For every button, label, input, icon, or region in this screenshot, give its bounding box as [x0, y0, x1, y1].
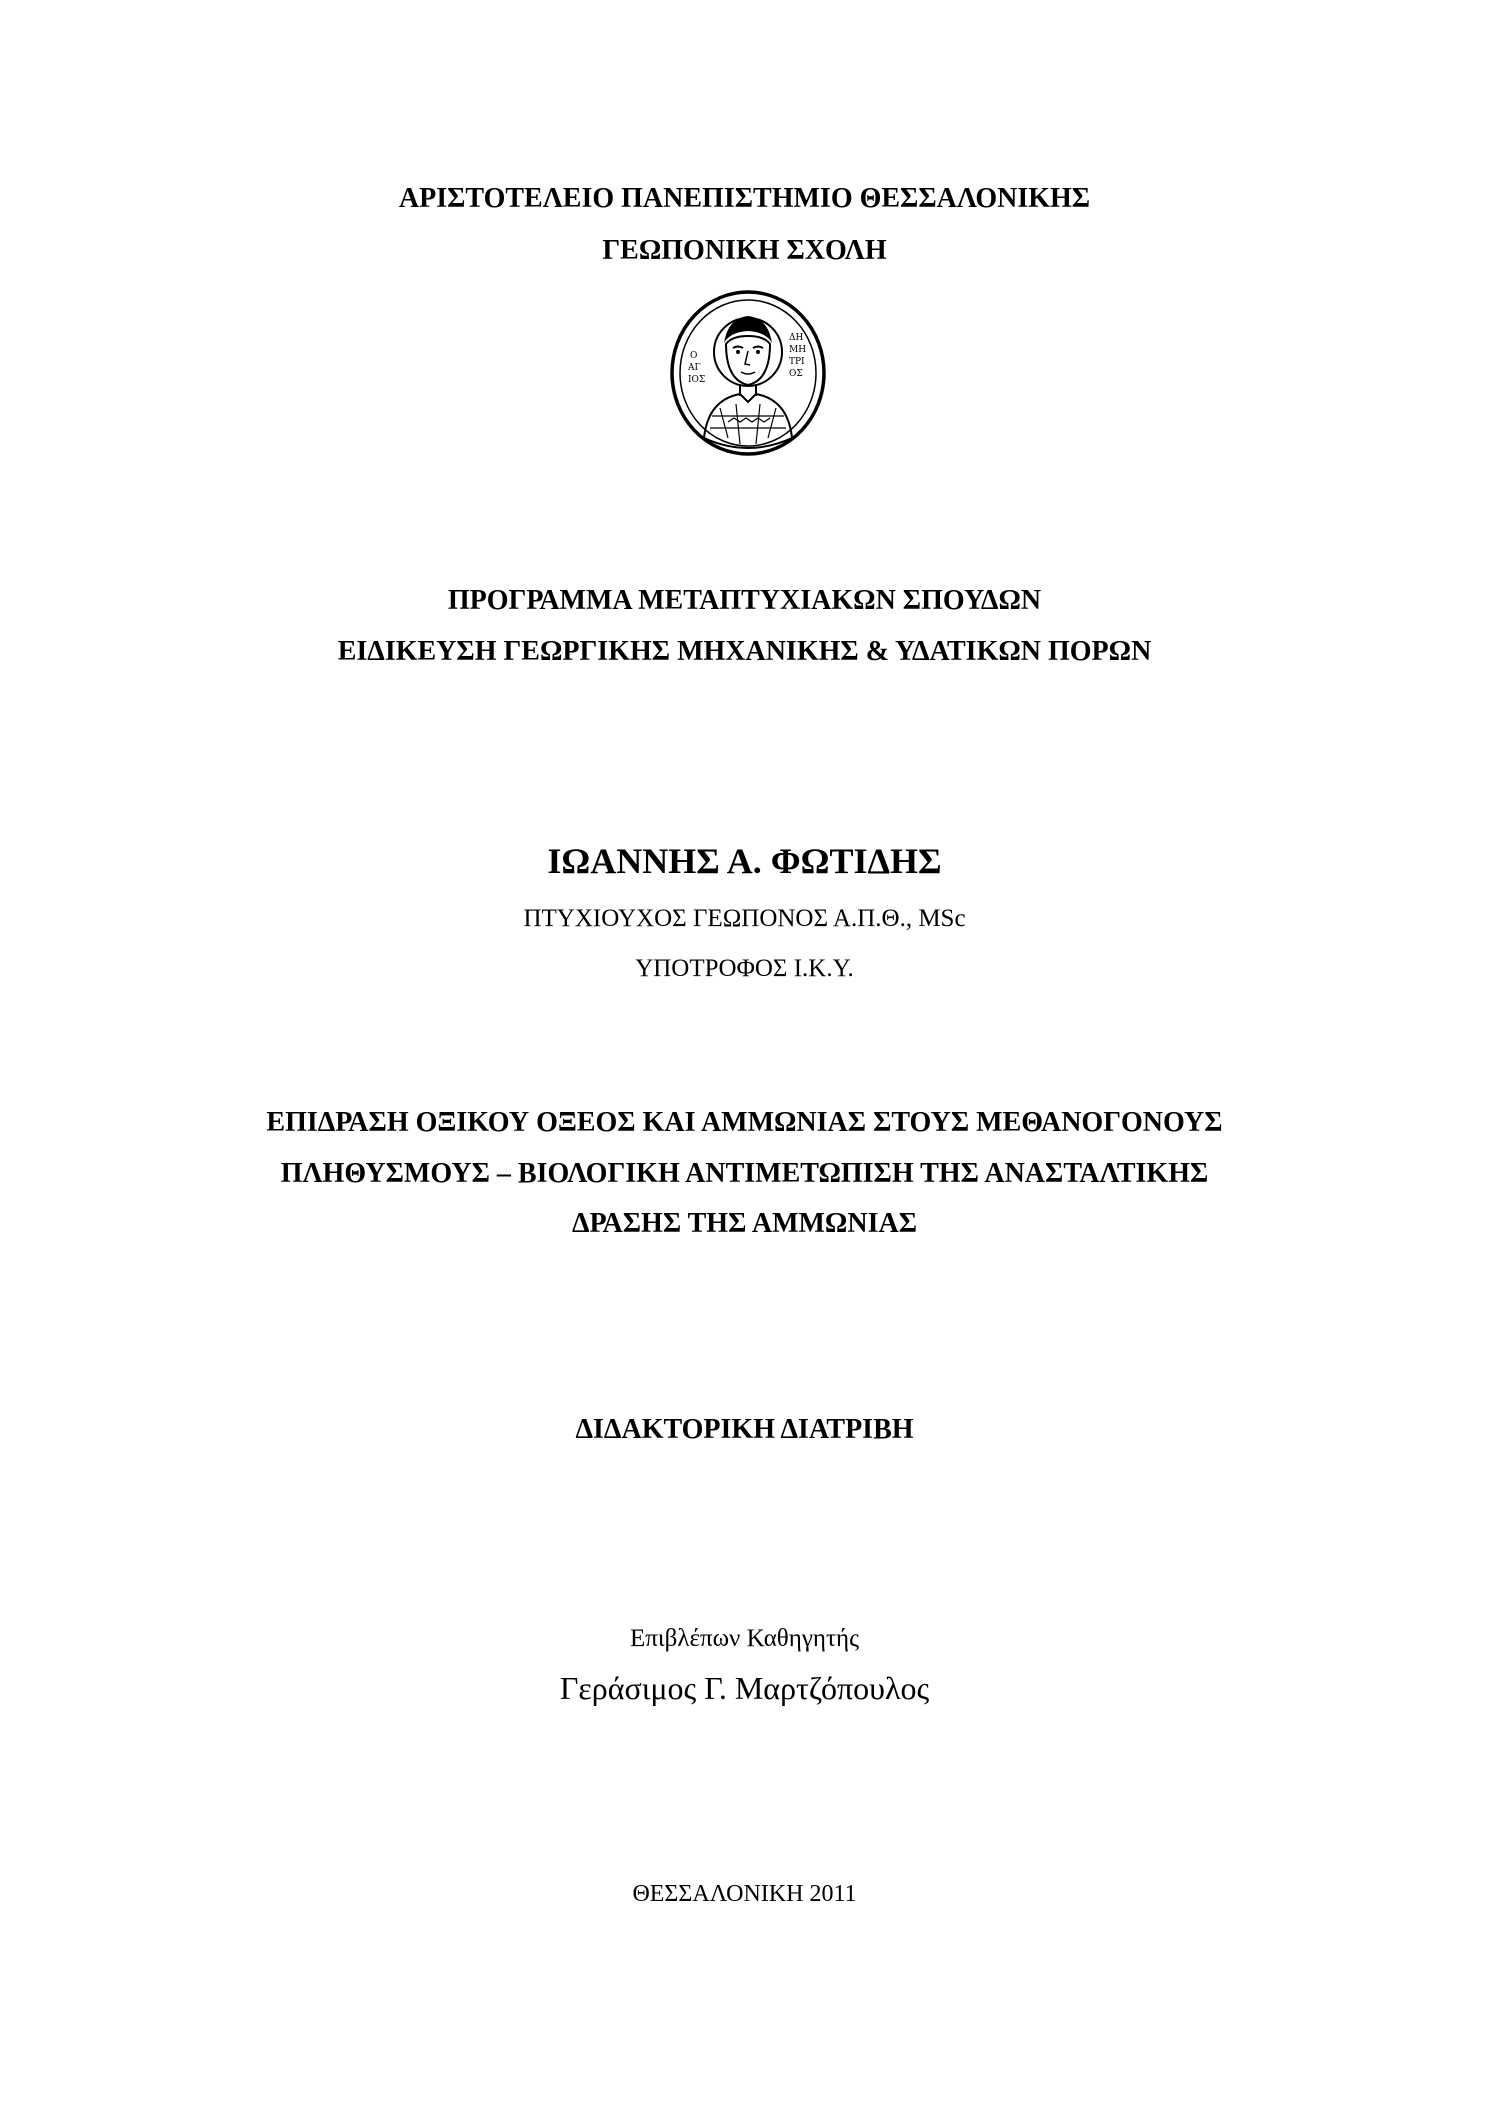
place-year: ΘΕΣΣΑΛΟΝΙΚΗ 2011	[632, 1881, 857, 1907]
school-name: ΓΕΩΠΟΝΙΚΗ ΣΧΟΛΗ	[602, 235, 887, 266]
author-scholarship: ΥΠΟΤΡΟΦΟΣ Ι.Κ.Υ.	[635, 955, 854, 982]
thesis-title-line-1: ΕΠΙΔΡΑΣΗ ΟΞΙΚΟΥ ΟΞΕΟΣ ΚΑΙ ΑΜΜΩΝΙΑΣ ΣΤΟΥΣ ΜΕΘΑΝΟΓΟΝΟΥΣ	[266, 1107, 1223, 1138]
program-specialization: ΕΙΔΙΚΕΥΣΗ ΓΕΩΡΓΙΚΗΣ ΜΗΧΑΝΙΚΗΣ & ΥΔΑΤΙΚΩΝ ΠΟΡΩΝ	[337, 636, 1152, 667]
svg-text:ΜΗ: ΜΗ	[789, 345, 807, 355]
svg-text:ΑΓ: ΑΓ	[688, 363, 701, 373]
document-type: ΔΙΔΑΚΤΟΡΙΚΗ ΔΙΑΤΡΙΒΗ	[575, 1414, 914, 1445]
university-name: ΑΡΙΣΤΟΤΕΛΕΙΟ ΠΑΝΕΠΙΣΤΗΜΙΟ ΘΕΣΣΑΛΟΝΙΚΗΣ	[398, 183, 1091, 214]
university-seal-icon	[668, 288, 828, 458]
author-degree: ΠΤΥΧΙΟΥΧΟΣ ΓΕΩΠΟΝΟΣ Α.Π.Θ., MSc	[523, 905, 966, 932]
svg-text:ΙΟΣ: ΙΟΣ	[688, 375, 706, 385]
svg-text:Ο: Ο	[690, 351, 698, 361]
svg-text:ΟΣ: ΟΣ	[789, 369, 803, 379]
svg-text:ΤΡΙ: ΤΡΙ	[789, 357, 805, 367]
supervisor-role: Επιβλέπων Καθηγητής	[629, 1625, 859, 1652]
author-name: ΙΩΑΝΝΗΣ Α. ΦΩΤΙΔΗΣ	[547, 841, 942, 881]
thesis-title-line-3: ΔΡΑΣΗΣ ΤΗΣ ΑΜΜΩΝΙΑΣ	[571, 1208, 917, 1239]
svg-text:ΔΗ: ΔΗ	[789, 333, 804, 343]
supervisor-name: Γεράσιμος Γ. Μαρτζόπουλος	[559, 1670, 930, 1706]
program-title: ΠΡΟΓΡΑΜΜΑ ΜΕΤΑΠΤΥΧΙΑΚΩΝ ΣΠΟΥΔΩΝ	[447, 585, 1042, 616]
thesis-title-line-2: ΠΛΗΘΥΣΜΟΥΣ – ΒΙΟΛΟΓΙΚΗ ΑΝΤΙΜΕΤΩΠΙΣΗ ΤΗΣ ΑΝΑΣΤΑΛΤΙΚΗΣ	[280, 1158, 1209, 1189]
